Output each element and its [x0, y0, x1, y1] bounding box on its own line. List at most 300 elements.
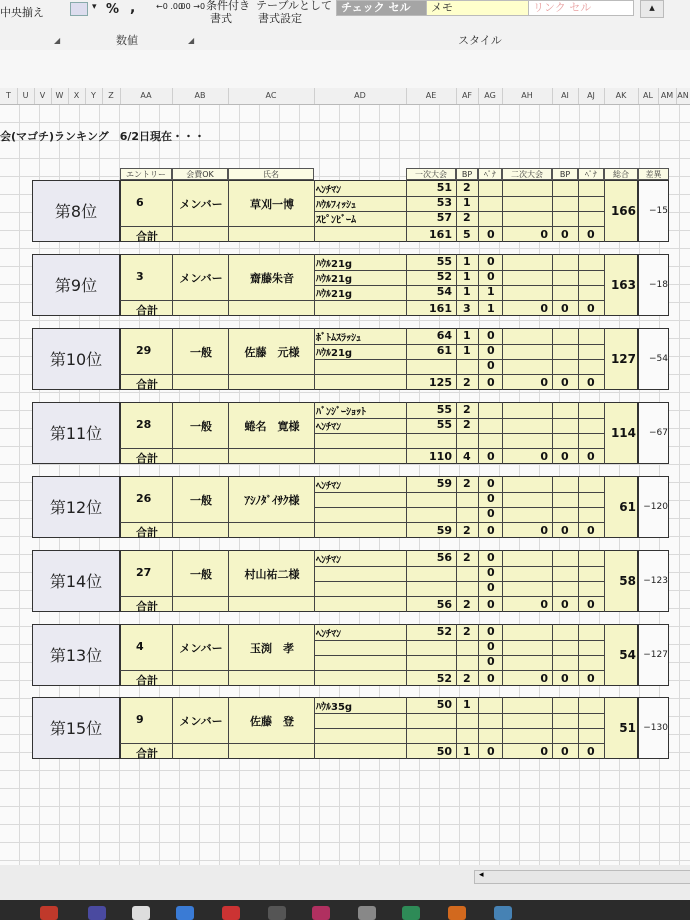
row-divider — [314, 344, 604, 345]
sum-bp[interactable]: 4 — [463, 450, 471, 463]
entry-number[interactable]: 9 — [136, 713, 144, 726]
conditional-format-line1[interactable]: 条件付き — [206, 0, 250, 12]
column-divider — [604, 402, 605, 464]
sum-label: 合計 — [136, 304, 158, 317]
rank-label[interactable]: 第9位 — [32, 254, 120, 316]
sum-bp2[interactable]: 0 — [561, 672, 569, 685]
bonus-point[interactable]: 1 — [463, 285, 471, 298]
penalty[interactable]: 0 — [487, 344, 495, 357]
penalty[interactable]: 1 — [487, 285, 495, 298]
total-score[interactable]: 51 — [619, 721, 636, 735]
column-headers — [0, 88, 690, 105]
catch-size[interactable]: 55 — [436, 418, 452, 431]
lure-name[interactable]: ﾊｳﾙ21g — [316, 289, 353, 300]
column-divider — [552, 550, 553, 612]
penalty[interactable]: 0 — [487, 566, 495, 579]
style-link-cell[interactable]: リンク セル — [528, 0, 634, 16]
group-style-label: スタイル — [458, 34, 502, 47]
col-header[interactable]: T — [0, 88, 18, 104]
lure-name[interactable]: ﾍﾝﾁﾏﾝ — [316, 422, 341, 433]
score-difference[interactable]: −130 — [643, 723, 668, 733]
col-header[interactable]: AH — [502, 88, 553, 104]
column-divider — [314, 476, 315, 538]
sum-penalty[interactable]: 0 — [487, 598, 495, 611]
sum-label: 合計 — [136, 600, 158, 613]
row-divider — [314, 270, 604, 271]
sum-second[interactable]: 0 — [540, 228, 548, 241]
participant-name[interactable]: 草刈一博 — [250, 198, 294, 211]
row-divider — [120, 226, 604, 227]
sum-second[interactable]: 0 — [540, 524, 548, 537]
sum-bp[interactable]: 2 — [463, 672, 471, 685]
row-divider — [120, 596, 604, 597]
app-icon[interactable] — [268, 906, 286, 920]
penalty[interactable]: 0 — [487, 270, 495, 283]
col-header[interactable]: AB — [172, 88, 229, 104]
bonus-point[interactable]: 2 — [463, 551, 471, 564]
bonus-point[interactable]: 1 — [463, 255, 471, 268]
column-divider — [172, 180, 173, 242]
column-divider — [228, 476, 229, 538]
sum-first[interactable]: 161 — [429, 228, 452, 241]
sum-bp2[interactable]: 0 — [561, 598, 569, 611]
penalty[interactable]: 0 — [487, 507, 495, 520]
col-header[interactable]: AA — [120, 88, 173, 104]
participant-name[interactable]: ｱｼﾉﾀﾞｲｻｸ様 — [244, 494, 300, 507]
row-divider — [314, 492, 604, 493]
col-header[interactable]: AI — [552, 88, 579, 104]
lure-name[interactable]: ﾊｳﾙ21g — [316, 348, 353, 359]
col-header[interactable]: AD — [314, 88, 407, 104]
header-bp: BP — [552, 168, 578, 180]
header-total: 総合 — [604, 168, 638, 180]
col-header[interactable]: U — [17, 88, 35, 104]
member-status[interactable]: 一般 — [190, 420, 212, 433]
catch-size[interactable]: 53 — [436, 196, 452, 209]
total-score[interactable]: 163 — [610, 278, 636, 292]
rank-label[interactable]: 第13位 — [32, 624, 120, 686]
catch-size[interactable]: 61 — [436, 344, 452, 357]
app-icon[interactable] — [494, 906, 512, 920]
dialog-launcher-icon[interactable]: ◢ — [188, 36, 195, 45]
column-divider — [314, 328, 315, 390]
column-divider — [604, 550, 605, 612]
row-divider — [120, 300, 604, 301]
sum-label: 合計 — [136, 230, 158, 243]
header-penalty: ﾍﾟﾅ — [578, 168, 604, 180]
sum-label: 合計 — [136, 674, 158, 687]
participant-name[interactable]: 蜷名 寛様 — [244, 420, 300, 433]
catch-size[interactable]: 64 — [436, 329, 452, 342]
percent-button[interactable]: % — [106, 2, 120, 17]
sum-first[interactable]: 59 — [436, 524, 452, 537]
sum-penalty2[interactable]: 0 — [587, 598, 595, 611]
column-divider — [406, 550, 407, 612]
app-icon[interactable] — [176, 906, 194, 920]
style-memo[interactable]: メモ — [426, 0, 532, 16]
lure-name[interactable]: ﾊｳﾙ35g — [316, 702, 353, 713]
score-difference[interactable]: −15 — [649, 206, 668, 216]
catch-size[interactable]: 55 — [436, 255, 452, 268]
lure-name[interactable]: ﾊｳﾙ21g — [316, 274, 353, 285]
ribbon — [0, 0, 690, 51]
app-icon[interactable] — [40, 906, 58, 920]
column-divider — [456, 697, 457, 759]
app-icon[interactable] — [358, 906, 376, 920]
sum-first[interactable]: 56 — [436, 598, 452, 611]
sum-bp[interactable]: 2 — [463, 376, 471, 389]
align-center-button[interactable]: 中央揃え — [0, 6, 44, 19]
sum-penalty2[interactable]: 0 — [587, 745, 595, 758]
sum-second[interactable]: 0 — [540, 376, 548, 389]
col-header[interactable]: AN — [676, 88, 690, 104]
sum-second[interactable]: 0 — [540, 598, 548, 611]
increase-decimal-button[interactable]: ←0 .00 — [156, 2, 184, 11]
penalty[interactable]: 0 — [487, 640, 495, 653]
column-divider — [604, 180, 605, 242]
column-divider — [172, 402, 173, 464]
sum-bp[interactable]: 5 — [463, 228, 471, 241]
dropdown-arrow-icon[interactable]: ▾ — [92, 2, 97, 12]
sum-penalty2[interactable]: 0 — [587, 450, 595, 463]
row-divider — [314, 566, 604, 567]
catch-size[interactable]: 52 — [436, 270, 452, 283]
col-header[interactable]: AG — [478, 88, 503, 104]
header-bp: BP — [456, 168, 478, 180]
app-icon[interactable] — [312, 906, 330, 920]
catch-size[interactable]: 56 — [436, 551, 452, 564]
column-divider — [456, 624, 457, 686]
col-header[interactable]: AL — [638, 88, 659, 104]
row-divider — [120, 743, 604, 744]
sum-penalty[interactable]: 0 — [487, 745, 495, 758]
col-header[interactable]: Z — [102, 88, 121, 104]
col-header[interactable]: AJ — [578, 88, 605, 104]
currency-format-icon[interactable] — [70, 2, 88, 16]
member-status[interactable]: 一般 — [190, 346, 212, 359]
participant-name[interactable]: 齋藤朱音 — [250, 272, 294, 285]
total-score[interactable]: 127 — [610, 352, 636, 366]
column-divider — [314, 624, 315, 686]
sum-bp2[interactable]: 0 — [561, 228, 569, 241]
column-divider — [552, 180, 553, 242]
app-icon[interactable] — [448, 906, 466, 920]
total-score[interactable]: 166 — [610, 204, 636, 218]
score-difference[interactable]: −67 — [649, 428, 668, 438]
column-divider — [406, 402, 407, 464]
sum-bp[interactable]: 1 — [463, 745, 471, 758]
row-divider — [120, 374, 604, 375]
sum-bp[interactable]: 3 — [463, 302, 471, 315]
sum-penalty[interactable]: 0 — [487, 228, 495, 241]
sum-bp[interactable]: 2 — [463, 524, 471, 537]
column-divider — [604, 254, 605, 316]
score-difference[interactable]: −120 — [643, 502, 668, 512]
lure-name[interactable]: ﾍﾝﾁﾏﾝ — [316, 481, 341, 492]
column-divider — [228, 697, 229, 759]
row-divider — [314, 433, 604, 434]
lure-name[interactable]: ﾍﾝﾁﾏﾝ — [316, 555, 341, 566]
column-divider — [502, 624, 503, 686]
catch-size[interactable]: 55 — [436, 403, 452, 416]
rank-label[interactable]: 第14位 — [32, 550, 120, 612]
sum-penalty[interactable]: 0 — [487, 376, 495, 389]
sum-bp2[interactable]: 0 — [561, 302, 569, 315]
member-status[interactable]: メンバー — [179, 715, 223, 728]
sum-bp[interactable]: 2 — [463, 598, 471, 611]
column-divider — [478, 550, 479, 612]
sum-penalty2[interactable]: 0 — [587, 228, 595, 241]
app-icon[interactable] — [402, 906, 420, 920]
column-divider — [604, 624, 605, 686]
column-divider — [314, 402, 315, 464]
entry-number[interactable]: 27 — [136, 566, 152, 579]
penalty[interactable]: 0 — [487, 329, 495, 342]
comma-button[interactable]: , — [130, 0, 136, 16]
formula-area — [0, 50, 690, 89]
entry-number[interactable]: 4 — [136, 640, 144, 653]
total-score[interactable]: 58 — [619, 574, 636, 588]
total-score[interactable]: 61 — [619, 500, 636, 514]
sum-first[interactable]: 50 — [436, 745, 452, 758]
app-icon[interactable] — [222, 906, 240, 920]
column-divider — [552, 624, 553, 686]
participant-name[interactable]: 村山祐二様 — [244, 568, 300, 581]
table-format-line1[interactable]: テーブルとして — [256, 0, 333, 12]
sum-bp2[interactable]: 0 — [561, 450, 569, 463]
sum-second[interactable]: 0 — [540, 745, 548, 758]
score-difference[interactable]: −54 — [649, 354, 668, 364]
col-header[interactable]: AF — [456, 88, 479, 104]
bonus-point[interactable]: 1 — [463, 344, 471, 357]
penalty[interactable]: 0 — [487, 477, 495, 490]
style-check-cell[interactable]: チェック セル — [336, 0, 430, 16]
entry-number[interactable]: 3 — [136, 270, 144, 283]
sum-penalty2[interactable]: 0 — [587, 672, 595, 685]
col-header[interactable]: AC — [228, 88, 315, 104]
sum-first[interactable]: 110 — [429, 450, 452, 463]
col-header[interactable]: V — [34, 88, 52, 104]
lure-name[interactable]: ﾊｳﾙﾌｨｯｼｭ — [316, 200, 356, 211]
bonus-point[interactable]: 1 — [463, 698, 471, 711]
penalty[interactable]: 0 — [487, 359, 495, 372]
column-divider — [578, 180, 579, 242]
penalty[interactable]: 0 — [487, 581, 495, 594]
catch-size[interactable]: 57 — [436, 211, 452, 224]
bonus-point[interactable]: 1 — [463, 270, 471, 283]
sheet-title: 会(マゴチ)ランキング 6/2日現在・・・ — [0, 130, 206, 143]
sum-bp2[interactable]: 0 — [561, 376, 569, 389]
column-divider — [314, 697, 315, 759]
column-divider — [552, 697, 553, 759]
sum-first[interactable]: 125 — [429, 376, 452, 389]
lure-name[interactable]: ﾊﾞﾝｼﾞｰｼｮｯﾄ — [316, 407, 366, 418]
sum-label: 合計 — [136, 452, 158, 465]
penalty[interactable]: 0 — [487, 625, 495, 638]
column-divider — [578, 402, 579, 464]
row-divider — [120, 522, 604, 523]
member-status[interactable]: メンバー — [179, 642, 223, 655]
col-header[interactable]: AE — [406, 88, 457, 104]
lure-name[interactable]: ｽﾋﾟﾝﾋﾞｰﾑ — [316, 215, 356, 226]
score-difference[interactable]: −123 — [643, 576, 668, 586]
sum-bp2[interactable]: 0 — [561, 524, 569, 537]
header-first-event: 一次大会 — [406, 168, 456, 180]
col-header[interactable]: AM — [658, 88, 677, 104]
total-score[interactable]: 54 — [619, 648, 636, 662]
col-header[interactable]: Y — [85, 88, 103, 104]
member-status[interactable]: 一般 — [190, 494, 212, 507]
column-divider — [456, 550, 457, 612]
sum-penalty[interactable]: 0 — [487, 524, 495, 537]
sum-label: 合計 — [136, 526, 158, 539]
penalty[interactable]: 0 — [487, 492, 495, 505]
column-divider — [578, 550, 579, 612]
rank-label[interactable]: 第12位 — [32, 476, 120, 538]
score-difference[interactable]: −18 — [649, 280, 668, 290]
sum-first[interactable]: 161 — [429, 302, 452, 315]
row-divider — [314, 655, 604, 656]
row-divider — [314, 728, 604, 729]
penalty[interactable]: 0 — [487, 655, 495, 668]
row-divider — [314, 211, 604, 212]
column-divider — [502, 180, 503, 242]
bonus-point[interactable]: 2 — [463, 211, 471, 224]
sum-bp2[interactable]: 0 — [561, 745, 569, 758]
ranking-block — [32, 180, 669, 242]
header-name: 氏名 — [228, 168, 314, 180]
column-divider — [502, 254, 503, 316]
sum-first[interactable]: 52 — [436, 672, 452, 685]
catch-size[interactable]: 50 — [436, 698, 452, 711]
app-icon[interactable] — [88, 906, 106, 920]
column-divider — [478, 254, 479, 316]
bonus-point[interactable]: 2 — [463, 477, 471, 490]
column-divider — [502, 697, 503, 759]
lure-name[interactable]: ﾊｳﾙ21g — [316, 259, 353, 270]
bonus-point[interactable]: 1 — [463, 329, 471, 342]
column-divider — [478, 624, 479, 686]
sum-penalty[interactable]: 1 — [487, 302, 495, 315]
member-status[interactable]: メンバー — [179, 198, 223, 211]
sum-penalty[interactable]: 0 — [487, 672, 495, 685]
sum-penalty2[interactable]: 0 — [587, 376, 595, 389]
column-divider — [578, 697, 579, 759]
sum-second[interactable]: 0 — [540, 302, 548, 315]
entry-number[interactable]: 26 — [136, 492, 152, 505]
row-divider — [314, 640, 604, 641]
style-scroll-button[interactable]: ▴ — [640, 0, 664, 18]
penalty[interactable]: 0 — [487, 551, 495, 564]
lure-name[interactable]: ﾎﾞﾄﾑｽﾗｯｼｭ — [316, 333, 361, 344]
bonus-point[interactable]: 2 — [463, 625, 471, 638]
column-divider — [478, 328, 479, 390]
column-divider — [172, 254, 173, 316]
bonus-point[interactable]: 2 — [463, 181, 471, 194]
col-header[interactable]: AK — [604, 88, 639, 104]
rank-label[interactable]: 第11位 — [32, 402, 120, 464]
conditional-format-button[interactable]: 書式 — [210, 12, 232, 25]
penalty[interactable]: 0 — [487, 255, 495, 268]
app-icon[interactable] — [132, 906, 150, 920]
column-divider — [406, 624, 407, 686]
sum-penalty2[interactable]: 0 — [587, 524, 595, 537]
sum-penalty2[interactable]: 0 — [587, 302, 595, 315]
horizontal-scrollbar[interactable] — [474, 870, 690, 884]
column-divider — [228, 624, 229, 686]
col-header[interactable]: X — [68, 88, 86, 104]
row-divider — [314, 713, 604, 714]
column-divider — [406, 328, 407, 390]
column-divider — [406, 697, 407, 759]
column-divider — [228, 328, 229, 390]
column-divider — [578, 254, 579, 316]
column-divider — [552, 328, 553, 390]
catch-size[interactable]: 54 — [436, 285, 452, 298]
participant-name[interactable]: 佐藤 元様 — [244, 346, 300, 359]
entry-number[interactable]: 28 — [136, 418, 152, 431]
bonus-point[interactable]: 2 — [463, 403, 471, 416]
member-status[interactable]: 一般 — [190, 568, 212, 581]
sum-label: 合計 — [136, 378, 158, 391]
sum-second[interactable]: 0 — [540, 450, 548, 463]
scroll-left-icon[interactable]: ◂ — [479, 870, 484, 880]
col-header[interactable]: W — [51, 88, 69, 104]
bonus-point[interactable]: 1 — [463, 196, 471, 209]
column-divider — [502, 328, 503, 390]
sum-penalty[interactable]: 0 — [487, 450, 495, 463]
column-divider — [406, 476, 407, 538]
row-divider — [314, 507, 604, 508]
column-divider — [172, 328, 173, 390]
lure-name[interactable]: ﾍﾝﾁﾏﾝ — [316, 629, 341, 640]
header-second-event: 二次大会 — [502, 168, 552, 180]
table-format-button[interactable]: 書式設定 — [258, 12, 302, 25]
column-divider — [478, 180, 479, 242]
catch-size[interactable]: 52 — [436, 625, 452, 638]
member-status[interactable]: メンバー — [179, 272, 223, 285]
column-divider — [172, 624, 173, 686]
lure-name[interactable]: ﾍﾝﾁﾏﾝ — [316, 185, 341, 196]
ranking-block — [32, 328, 669, 390]
column-divider — [502, 476, 503, 538]
decrease-decimal-button[interactable]: .00 →0 — [178, 2, 206, 11]
column-divider — [552, 402, 553, 464]
rank-label[interactable]: 第10位 — [32, 328, 120, 390]
rank-label[interactable]: 第8位 — [32, 180, 120, 242]
catch-size[interactable]: 51 — [436, 181, 452, 194]
entry-number[interactable]: 6 — [136, 196, 144, 209]
header-member-ok: 会費OK — [172, 168, 228, 180]
catch-size[interactable]: 59 — [436, 477, 452, 490]
header-difference: 差異 — [638, 168, 669, 180]
rank-label[interactable]: 第15位 — [32, 697, 120, 759]
entry-number[interactable]: 29 — [136, 344, 152, 357]
column-divider — [314, 550, 315, 612]
score-difference[interactable]: −127 — [643, 650, 668, 660]
column-divider — [456, 254, 457, 316]
dialog-launcher-icon[interactable]: ◢ — [54, 36, 61, 45]
column-divider — [406, 254, 407, 316]
column-divider — [578, 328, 579, 390]
ranking-block — [32, 402, 669, 464]
bonus-point[interactable]: 2 — [463, 418, 471, 431]
participant-name[interactable]: 玉渕 孝 — [250, 642, 294, 655]
participant-name[interactable]: 佐藤 登 — [250, 715, 294, 728]
sum-second[interactable]: 0 — [540, 672, 548, 685]
column-divider — [172, 550, 173, 612]
total-score[interactable]: 114 — [610, 426, 636, 440]
